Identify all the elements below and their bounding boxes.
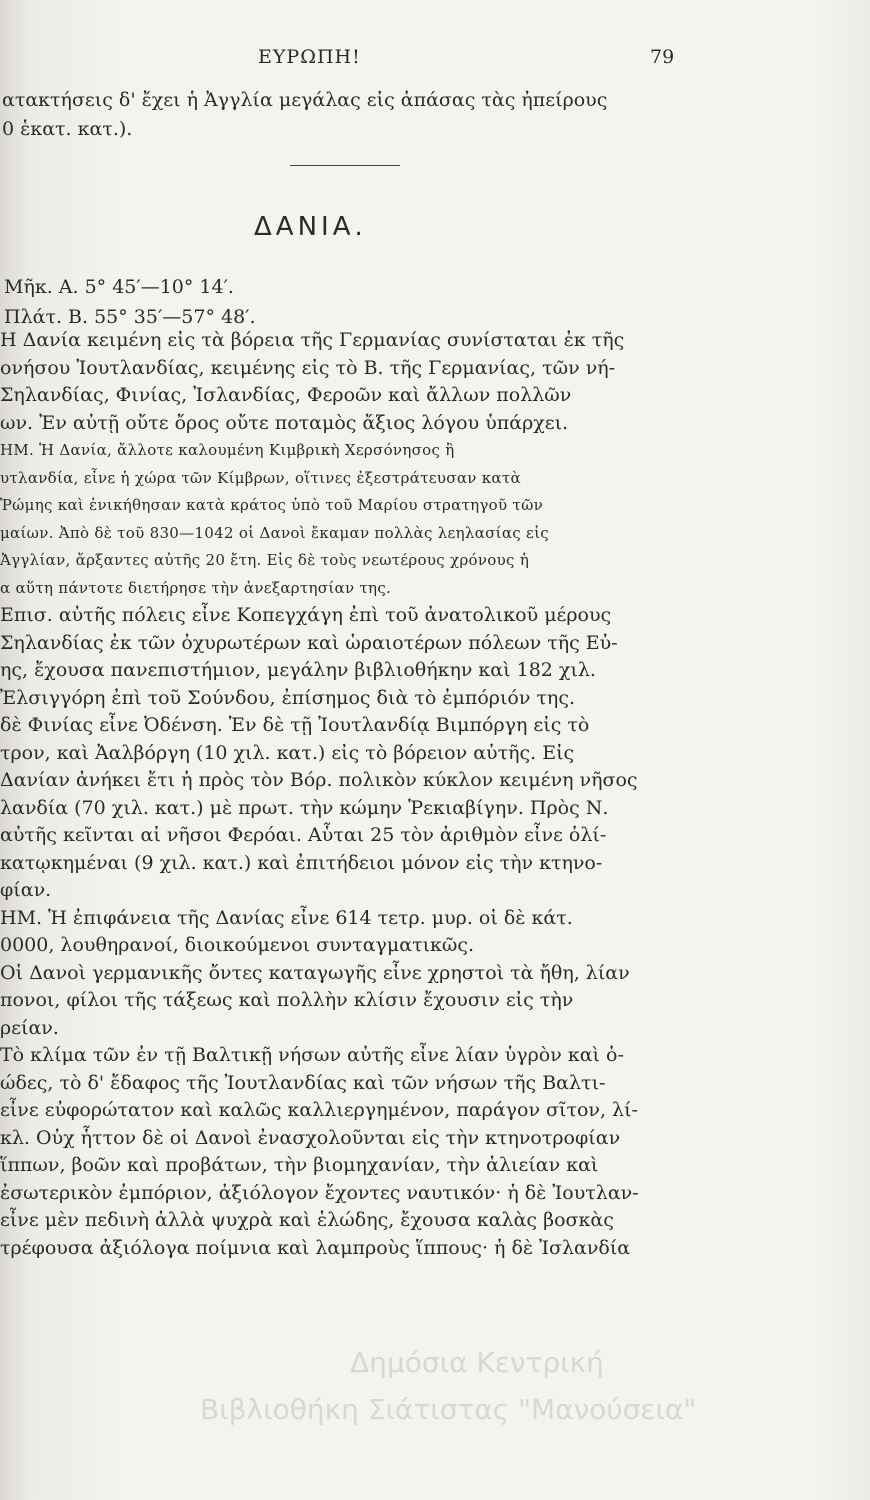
body-line: εἶνε μὲν πεδινὴ ἀλλὰ ψυχρὰ καὶ ἑλώδης, ἔχουσα καλὰς βοσκὰς [0, 1209, 614, 1231]
body-line: Δανίαν ἀνήκει ἔτι ἡ πρὸς τὸν Βόρ. πολικὸν κύκλον κειμένη νῆσος [0, 769, 638, 791]
body-line: δὲ Φινίας εἶνε Ὀδένση. Ἐν δὲ τῇ Ἰουτλανδίᾳ Βιμπόργη εἰς τὸ [0, 714, 590, 736]
latitude-line: Πλάτ. Β. 55° 35′—57° 48′. [4, 306, 256, 328]
body-line: ἵππων, βοῶν καὶ προβάτων, τὴν βιομηχανίαν, τὴν ἁλιείαν καὶ [0, 1154, 599, 1176]
intro-line: ατακτήσεις δ' ἔχει ἡ Ἀγγλία μεγάλας εἰς ἁπάσας τὰς ἠπείρους [2, 89, 608, 111]
body-line: ης, ἔχουσα πανεπιστήμιον, μεγάλην βιβλιοθήκην καὶ 182 χιλ. [0, 659, 596, 681]
watermark-line: Δημόσια Κεντρική [350, 1346, 604, 1379]
body-line: Σηλανδίας, Φινίας, Ἰσλανδίας, Φεροῶν καὶ ἄλλων πολλῶν [0, 384, 572, 406]
coordinates-block [4, 272, 256, 332]
body-line: πονοι, φίλοι τῆς τάξεως καὶ πολλὴν κλίσιν ἔχουσιν εἰς τὴν [0, 989, 574, 1011]
body-line: Η Δανία κειμένη εἰς τὰ βόρεια τῆς Γερμανίας συνίσταται ἐκ τῆς [0, 329, 625, 351]
body-line: λανδία (70 χιλ. κατ.) μὲ πρωτ. τὴν κώμην Ῥεκιαβίγην. Πρὸς Ν. [0, 796, 609, 819]
body-line: αὐτῆς κεῖνται αἱ νῆσοι Φερόαι. Αὗται 25 τὸν ἀριθμὸν εἶνε ὀλί- [0, 824, 607, 846]
body-line: Ἐλσιγγόρη ἐπὶ τοῦ Σούνδου, ἐπίσημος διὰ τὸ ἐμπόριόν της. [0, 686, 576, 709]
page-number: 79 [650, 46, 675, 68]
body-line: Σηλανδίας ἐκ τῶν ὀχυρωτέρων καὶ ὡραιοτέρων πόλεων τῆς Εὐ- [0, 631, 618, 654]
body-line: υτλανδία, εἶνε ἡ χώρα τῶν Κίμβρων, οἵτινες ἐξεστράτευσαν κατὰ [0, 468, 521, 487]
body-line: ων. Ἐν αὐτῇ οὔτε ὄρος οὔτε ποταμὸς ἄξιος λόγου ὑπάρχει. [0, 411, 569, 434]
body-line: μαίων. Ἀπὸ δὲ τοῦ 830—1042 οἱ Δανοὶ ἔκαμαν πολλὰς λεηλασίας εἰς [0, 523, 550, 542]
body-line: ώδες, τὸ δ' ἔδαφος τῆς Ἰουτλανδίας καὶ τῶν νήσων τῆς Βαλτι- [0, 1071, 606, 1094]
section-divider [290, 165, 400, 166]
body-line: Ῥώμης καὶ ἐνικήθησαν κατὰ κράτος ὑπὸ τοῦ Μαρίου στρατηγοῦ τῶν [0, 496, 544, 514]
body-line: Ἀγγλίαν, ἄρξαντες αὐτῆς 20 ἔτη. Εἰς δὲ τοὺς νεωτέρους χρόνους ἡ [0, 551, 530, 569]
body-line: τρέφουσα ἀξιόλογα ποίμνια καὶ λαμπροὺς ἵππους· ἡ δὲ Ἰσλανδία [0, 1236, 631, 1259]
page-header [0, 46, 870, 76]
body-line: εἶνε εὐφορώτατον καὶ καλῶς καλλιεργημένον, παράγον σῖτον, λί- [0, 1099, 638, 1121]
intro-paragraph [2, 86, 702, 144]
body-line: α αὕτη πάντοτε διετήρησε τὴν ἀνεξαρτησίαν της. [0, 578, 392, 597]
body-line: 0000, λουθηρανοί, διοικούμενοι συνταγματικῶς. [0, 934, 475, 956]
body-line: τρον, καὶ Ἀαλβόργη (10 χιλ. κατ.) εἰς τὸ βόρειον αὐτῆς. Εἰς [0, 741, 575, 764]
body-line: ἐσωτερικὸν ἐμπόριον, ἀξιόλογον ἔχοντες ναυτικόν· ἡ δὲ Ἰουτλαν- [0, 1181, 639, 1204]
body-line: Επισ. αὐτῆς πόλεις εἶνε Κοπεγχάγη ἐπὶ τοῦ ἀνατολικοῦ μέρους [0, 604, 612, 626]
body-line: ρείαν. [0, 1016, 59, 1039]
body-line: ΗΜ. Ἡ Δανία, ἄλλοτε καλουμένη Κιμβρικὴ Χερσόνησος ἢ [0, 441, 455, 459]
section-title: ΔΑΝΙΑ. [254, 212, 367, 242]
intro-line: 0 ἑκατ. κατ.). [2, 118, 133, 140]
body-line: ΗΜ. Ἡ ἐπιφάνεια τῆς Δανίας εἶνε 614 τετρ. μυρ. οἱ δὲ κάτ. [0, 906, 573, 929]
body-line: κλ. Οὐχ ἧττον δὲ οἱ Δανοὶ ἐνασχολοῦνται εἰς τὴν κτηνοτροφίαν [0, 1126, 621, 1149]
body-line: Τὸ κλίμα τῶν ἐν τῇ Βαλτικῇ νήσων αὐτῆς εἶνε λίαν ὑγρὸν καὶ ὁ- [0, 1044, 624, 1066]
body-line: φίαν. [0, 879, 52, 901]
watermark-line: Βιβλιοθήκη Σιάτιστας "Μανούσεια" [200, 1393, 697, 1426]
body-line: κατῳκημέναι (9 χιλ. κατ.) καὶ ἐπιτήδειοι μόνον εἰς τὴν κτηνο- [0, 851, 603, 874]
body-text [0, 327, 705, 1262]
body-line: Οἱ Δανοὶ γερμανικῆς ὄντες καταγωγῆς εἶνε χρηστοὶ τὰ ἤθη, λίαν [0, 961, 630, 984]
running-title: ΕΥΡΩΠΗ! [258, 46, 361, 68]
longitude-line: Μῆκ. Α. 5° 45′—10° 14′. [4, 276, 234, 298]
body-line: ονήσου Ἰουτλανδίας, κειμένης εἰς τὸ Β. τῆς Γερμανίας, τῶν νή- [0, 356, 616, 379]
